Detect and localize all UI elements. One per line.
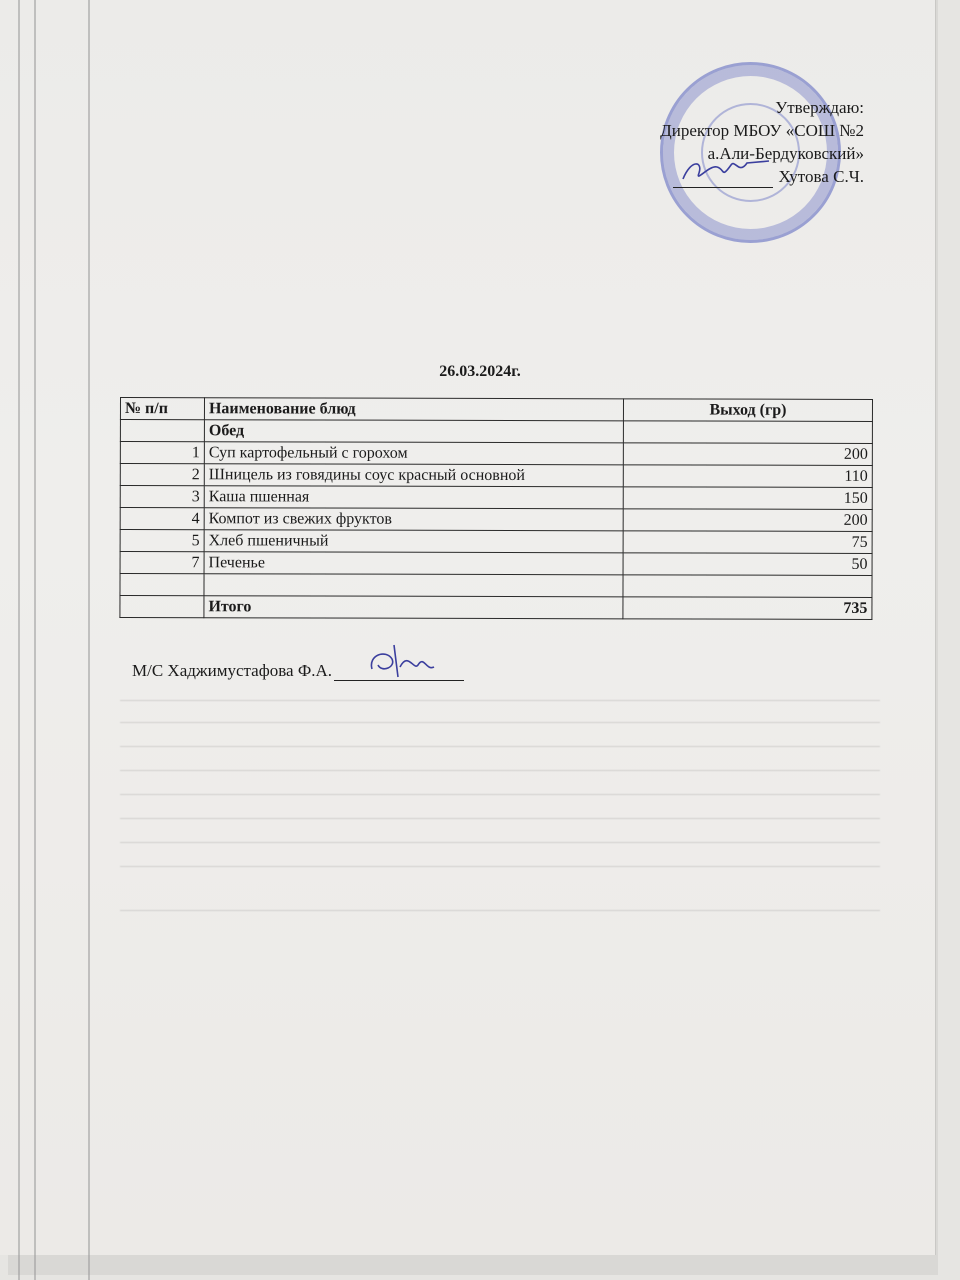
row-number: 4: [120, 508, 204, 530]
row-number: 5: [120, 530, 204, 552]
approval-position: Директор МБОУ «СОШ №2: [660, 121, 864, 140]
table-row: [120, 530, 872, 554]
row-dish: Печенье: [204, 552, 623, 575]
bleed-through-text: [120, 660, 880, 1060]
row-output: 50: [623, 553, 872, 576]
table-row: [120, 442, 872, 466]
total-value: 735: [623, 597, 872, 620]
row-dish: Шницель из говядины соус красный основной: [204, 464, 623, 487]
table-row: [120, 508, 872, 532]
row-number: 2: [120, 464, 204, 486]
director-name: Хутова С.Ч.: [778, 167, 864, 186]
row-number: 1: [120, 442, 204, 464]
menu-date: 26.03.2024г.: [439, 363, 521, 380]
header-dish: Наименование блюд: [204, 398, 623, 421]
row-number: 3: [120, 486, 204, 508]
row-dish: Компот из свежих фруктов: [204, 508, 623, 531]
approval-title: Утверждаю:: [775, 98, 864, 117]
total-label: Итого: [204, 596, 623, 619]
row-output: 110: [623, 465, 872, 488]
director-signature: [673, 169, 773, 188]
nurse-signature-block: [132, 661, 464, 681]
header-output: Выход (гр): [623, 399, 872, 422]
row-output: 200: [623, 443, 872, 466]
empty-row: [120, 574, 872, 598]
fold-line: [88, 0, 90, 1280]
row-dish: Суп картофельный с горохом: [204, 442, 623, 465]
section-row: [120, 420, 872, 444]
row-dish: Каша пшенная: [204, 486, 623, 509]
total-row: [120, 596, 872, 620]
nurse-signature: [334, 663, 464, 681]
header-number: № п/п: [120, 398, 204, 420]
table-header-row: [120, 398, 872, 422]
approval-block: [660, 96, 864, 188]
row-dish: Хлеб пшеничный: [204, 530, 623, 553]
row-number: 7: [120, 552, 204, 574]
fold-line: [18, 0, 20, 1280]
section-label: Обед: [204, 420, 623, 443]
row-output: 150: [623, 487, 872, 510]
fold-line: [34, 0, 36, 1280]
row-output: 200: [623, 509, 872, 532]
table-row: [120, 552, 872, 576]
nurse-name: М/С Хаджимустафова Ф.А.: [132, 661, 333, 680]
table-row: [120, 486, 872, 510]
menu-table: [119, 397, 873, 620]
row-output: 75: [623, 531, 872, 554]
approval-school: а.Али-Бердуковский»: [707, 144, 864, 163]
table-row: [120, 464, 872, 488]
